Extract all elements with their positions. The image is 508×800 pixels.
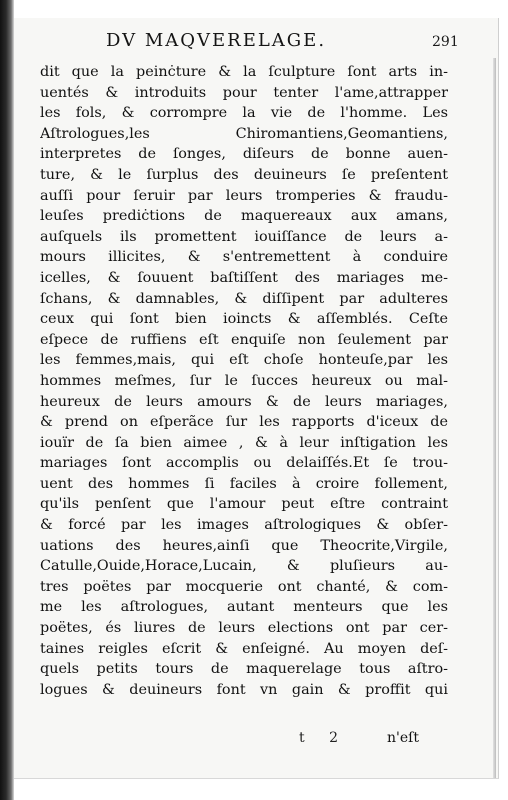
- text-line: icelles, & ſouuent baſtiſſent des mariages me-: [40, 269, 448, 286]
- page-number: 291: [432, 34, 459, 50]
- text-line: auſſi pour ſeruir par leurs tromperies & fraudu-: [40, 187, 448, 204]
- text-line: quels petits tours de maquerelage tous aſtro-: [40, 661, 448, 678]
- body-text: [40, 62, 448, 700]
- text-line: mariages ſont accomplis ou delaiſſés.Et ſe trou-: [40, 455, 448, 472]
- text-line: ceux qui ſont bien ioincts & aſſemblés. Ceſte: [40, 311, 448, 328]
- page-sheet: [14, 18, 499, 779]
- text-line: uations des heures,ainſi que Theocrite,Virgile,: [40, 537, 448, 554]
- text-line: eſpece de ruffiens eſt enquiſe non ſeulement par: [40, 331, 448, 348]
- text-line: & forcé par les images aſtrologiques & obſer-: [40, 517, 448, 534]
- text-line: leuſes prediċtions de maquereaux aux amans,: [40, 208, 448, 225]
- page-header: [14, 30, 498, 60]
- text-line: qu'ils penſent que l'amour peut eſtre contraint: [40, 496, 448, 513]
- text-line: logues & deuineurs font vn gain & proffit qui: [40, 681, 448, 698]
- text-line: Aſtrologues,les Chiromantiens,Geomantiens,: [40, 125, 448, 142]
- text-line: iouïr de ſa bien aimee , & à leur inſtigation les: [40, 434, 448, 451]
- text-line: me les aſtrologues, autant menteurs que les: [40, 599, 448, 616]
- text-line: ture, & le ſurplus des deuineurs ſe preſentent: [40, 166, 448, 183]
- text-line: ſchans, & damnables, & diſſipent par adulteres: [40, 290, 448, 307]
- text-line: poëtes, és liures de leurs elections ont par cer-: [40, 620, 448, 637]
- text-line: heureux de leurs amours & de leurs mariages,: [40, 393, 448, 410]
- text-line: mours illicites, & s'entremettent à conduire: [40, 249, 448, 266]
- page-edge-shadow: [493, 58, 496, 778]
- running-head: DV MAQVERELAGE.: [106, 30, 327, 51]
- page-footer: [14, 730, 498, 754]
- text-line: Catulle,Ouide,Horace,Lucain, & pluſieurs au-: [40, 558, 448, 575]
- text-line: uent des hommes ſi faciles à croire follement,: [40, 475, 448, 492]
- text-line: uentés & introduits pour tenter l'ame,attrapper: [40, 84, 448, 101]
- book-spine-shadow: [0, 0, 14, 800]
- text-line: les fols, & corrompre la vie de l'homme. Les: [40, 105, 448, 122]
- catchword: n'eſt: [387, 730, 419, 746]
- text-line: tres poëtes par mocquerie ont chanté, & com-: [40, 578, 448, 595]
- text-line: taines reigles eſcrit & enſeigné. Au moyen deſ-: [40, 640, 448, 657]
- text-line: auſquels ils promettent iouiſſance de leurs a-: [40, 228, 448, 245]
- text-line: hommes meſmes, ſur le ſucces heureux ou mal-: [40, 372, 448, 389]
- signature-mark: t 2: [299, 730, 348, 746]
- text-line: les femmes,mais, qui eſt choſe honteuſe,par les: [40, 352, 448, 369]
- text-line: & prend on eſperãce ſur les rapports d'iceux de: [40, 414, 448, 431]
- text-line: interpretes de ſonges, diſeurs de bonne auen-: [40, 146, 448, 163]
- text-line: dit que la peinċture & la ſculpture ſont arts in-: [40, 64, 448, 80]
